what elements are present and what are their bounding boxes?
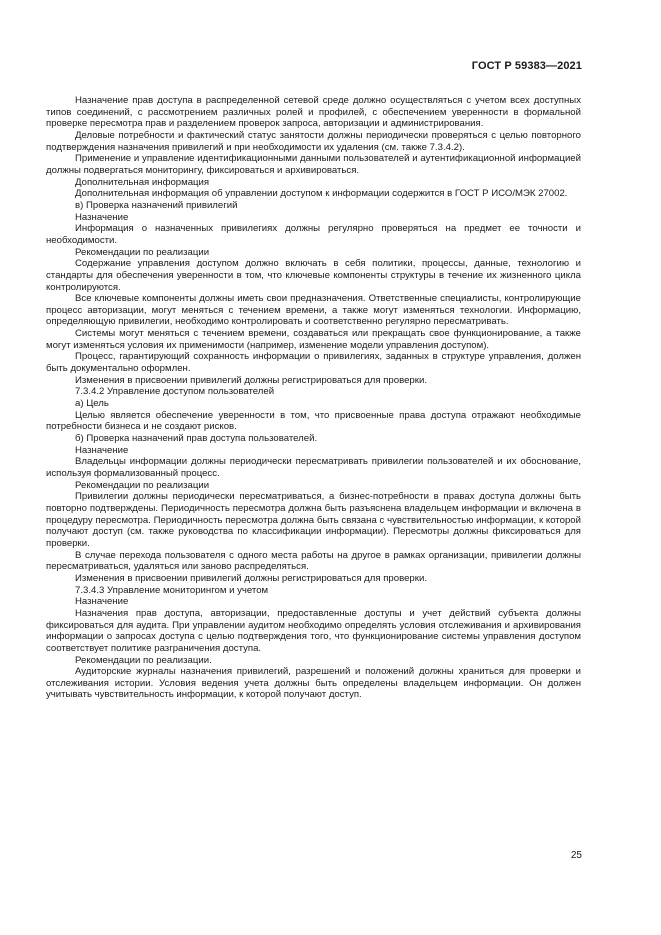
paragraph-heading: Дополнительная информация — [75, 176, 210, 188]
section-heading: 7.3.4.3 Управление мониторингом и учетом — [75, 584, 269, 596]
paragraph: Изменения в присвоении привилегий должны регистрироваться для проверки. — [75, 572, 427, 584]
paragraph-heading: Назначение — [75, 596, 129, 608]
section-heading: 7.3.4.2 Управление доступом пользователей — [75, 386, 275, 398]
paragraph: Все ключевые компоненты должны иметь свои предназначения. Ответственные специалисты, контролирующие процесс авторизации, могут меняться с течением времени, а также могут изменяться технологии. Информацию, определяющую привилегии, необходимо контролировать и соответственно регулярно пересматривать. — [46, 293, 581, 328]
paragraph-heading: Рекомендации по реализации — [75, 246, 210, 258]
paragraph-heading: Рекомендации по реализации. — [75, 654, 212, 666]
paragraph-heading: Назначение — [75, 444, 129, 456]
paragraph: Содержание управления доступом должно включать в себя политики, процессы, данные, технологию и стандарты для обеспечения уверенности в том, что ключевые компоненты структуры в течение их жизненного цикла контролируются. — [46, 258, 581, 293]
paragraph: Аудиторские журналы назначения привилегий, разрешений и положений должны храниться для проверки и отслеживания истории. Условия ведения учета должны быть определены владельцем информации. Он должен учитывать чувствительность информации, к которой получают доступ. — [46, 666, 581, 701]
page-number: 25 — [570, 850, 582, 861]
paragraph: Целью является обеспечение уверенности в том, что присвоенные права доступа отражают необходимые потребности бизнеса и не создают рисков. — [46, 409, 581, 433]
paragraph: Системы могут меняться с течением времени, создаваться или прекращать свое функционирование, а также могут изменяться условия их применимости (например, изменение модели управления доступом). — [46, 328, 581, 351]
paragraph: Назначения прав доступа, авторизации, предоставленные доступы и учет действий субъекта должны фиксироваться для аудита. При управлении аудитом необходимо определять условия отслеживания и архивирования информации о запросах доступа с целью подтверждения того, что функционирование системы управления доступом соответствует политике разграничения доступа. — [46, 607, 581, 654]
paragraph: Привилегии должны периодически пересматриваться, а бизнес-потребности в правах доступа должны быть повторно подтверждены. Периодичность пересмотра должна быть разъяснена владельцем информации и включена в процедуру пересмотра. Периодичность пересмотра должна быть связана с чувствительностью информации, к которой получают доступ (см. также руководства по классификации информации). Пересмотры должны фиксироваться для проверки. — [46, 491, 581, 549]
paragraph: Процесс, гарантирующий сохранность информации о привилегиях, заданных в структуре управления, должен быть документально оформлен. — [46, 351, 581, 375]
paragraph: Дополнительная информация об управлении доступом к информации содержится в ГОСТ Р ИСО/МЭК 27002. — [75, 188, 568, 200]
list-item-heading: а) Цель — [75, 398, 109, 410]
paragraph-heading: Рекомендации по реализации — [75, 479, 210, 491]
paragraph: В случае перехода пользователя с одного места работы на другое в рамках организации, привилегии должны пересматриваться, удаляться или заново распределяться. — [46, 549, 581, 573]
document-body — [46, 95, 581, 701]
paragraph: Информация о назначенных привилегиях должны регулярно проверяться на предмет ее точности и необходимости. — [46, 223, 581, 246]
paragraph: Применение и управление идентификационными данными пользователей и аутентификационной информацией должны подвергаться мониторингу, фиксироваться и архивироваться. — [46, 153, 581, 176]
paragraph-heading: Назначение — [75, 211, 129, 223]
paragraph: Изменения в присвоении привилегий должны регистрироваться для проверки. — [75, 374, 427, 386]
paragraph: Назначение прав доступа в распределенной сетевой среде должно осуществляться с учетом всех доступных типов соединений, с рассмотрением различных ролей и профилей, с обеспечением уверенности в формальной проверке пересмотра прав и разделением проверок запроса, авторизации и администрирования. — [46, 95, 581, 130]
list-item-heading: в) Проверка назначений привилегий — [75, 199, 238, 211]
paragraph: Владельцы информации должны периодически пересматривать привилегии пользователей и их обоснование, используя формализованный процесс. — [46, 456, 581, 479]
document-header: ГОСТ Р 59383—2021 — [471, 60, 582, 72]
list-item-heading: б) Проверка назначений прав доступа пользователей. — [75, 433, 318, 445]
paragraph: Деловые потребности и фактический статус занятости должны периодически проверяться с целью повторного подтверждения назначения привилегий и при необходимости их удаления (см. также 7.3.4.2). — [46, 129, 581, 153]
